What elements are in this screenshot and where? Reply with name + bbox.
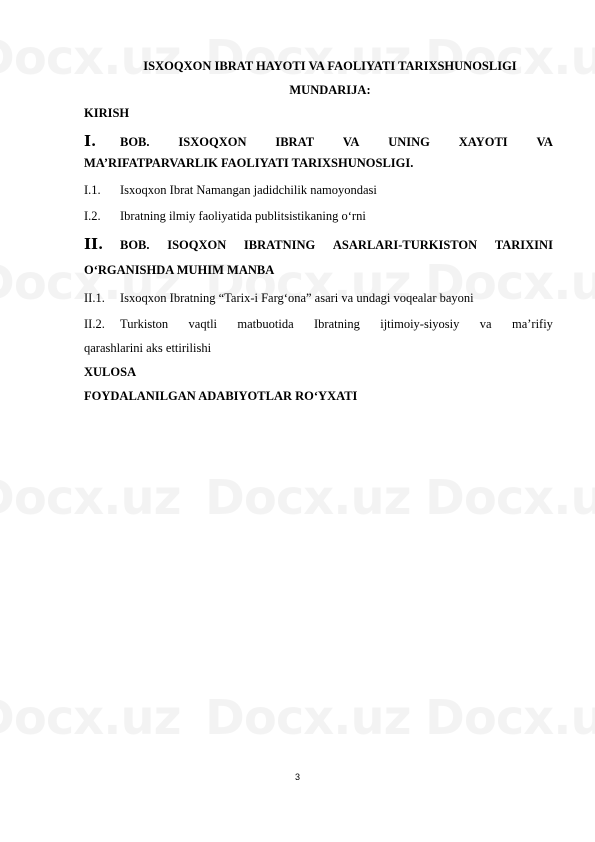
section-title-word: vaqtli: [188, 317, 218, 331]
chapter-title-word: TARIXINI: [494, 238, 553, 252]
chapter-number: II.: [84, 235, 104, 253]
chapter-title-word: IBRAT: [275, 135, 315, 149]
chapter-title-word: VA: [536, 135, 553, 149]
chapter-number: I.: [84, 132, 97, 150]
section-title: Isxoqxon Ibrat Namangan jadidchilik namoyondasi: [120, 183, 377, 197]
section-title: Isxoqxon Ibratning “Tarix-i Farg‘ona” asari va undagi voqealar bayoni: [120, 291, 474, 305]
chapter-title-word: UNING: [388, 135, 430, 149]
chapter-title-word: BOB.: [120, 238, 150, 252]
contents-heading: MUNDARIJA:: [289, 83, 371, 97]
toc-chapter-1[interactable]: [84, 133, 553, 150]
chapter-title-word: ISXOQXON: [178, 135, 247, 149]
toc-section-2-1[interactable]: [84, 290, 553, 306]
chapter-title-word: ISOQXON: [167, 238, 227, 252]
section-number: II.1.: [84, 291, 105, 305]
toc-entry-bibliography[interactable]: FOYDALANILGAN ADABIYOTLAR RO‘YXATI: [84, 389, 358, 403]
section-number: II.2.: [84, 317, 105, 331]
toc-chapter-1-continued: MA’RIFATPARVARLIK FAOLIYATI TARIXSHUNOSLIGI.: [84, 156, 414, 170]
chapter-title-word: ASARLARI-TURKISTON: [332, 238, 478, 252]
section-title-word: ma’rifiy: [511, 317, 553, 331]
chapter-title-word: VA: [342, 135, 360, 149]
section-title: Ibratning ilmiy faoliyatida publitsistikaning o‘rni: [120, 209, 366, 223]
section-title-word: matbuotida: [237, 317, 294, 331]
section-title-word: ijtimoiy-siyosiy: [380, 317, 460, 331]
section-number: I.2.: [84, 209, 101, 223]
toc-section-2-2[interactable]: [84, 316, 553, 332]
chapter-title-word: BOB.: [120, 135, 150, 149]
section-title-word: Ibratning: [314, 317, 360, 331]
chapter-title-word: IBRATNING: [243, 238, 316, 252]
toc-section-1-2[interactable]: [84, 208, 553, 224]
chapter-title-word: XAYOTI: [458, 135, 508, 149]
toc-chapter-2[interactable]: [84, 236, 553, 253]
toc-section-2-2-continued: qarashlarini aks ettirilishi: [84, 341, 212, 355]
toc-entry-conclusion[interactable]: XULOSA: [84, 365, 137, 379]
section-title-word: Turkiston: [120, 317, 169, 331]
section-number: I.1.: [84, 183, 101, 197]
toc-section-1-1[interactable]: [84, 182, 553, 198]
toc-chapter-2-continued: O‘RGANISHDA MUHIM MANBA: [84, 263, 275, 277]
page-number: 3: [294, 772, 300, 782]
document-heading: ISXOQXON IBRAT HAYOTI VA FAOLIYATI TARIXSHUNOSLIGI: [143, 59, 517, 73]
toc-entry-introduction[interactable]: KIRISH: [84, 106, 130, 120]
section-title-word: va: [479, 317, 492, 331]
